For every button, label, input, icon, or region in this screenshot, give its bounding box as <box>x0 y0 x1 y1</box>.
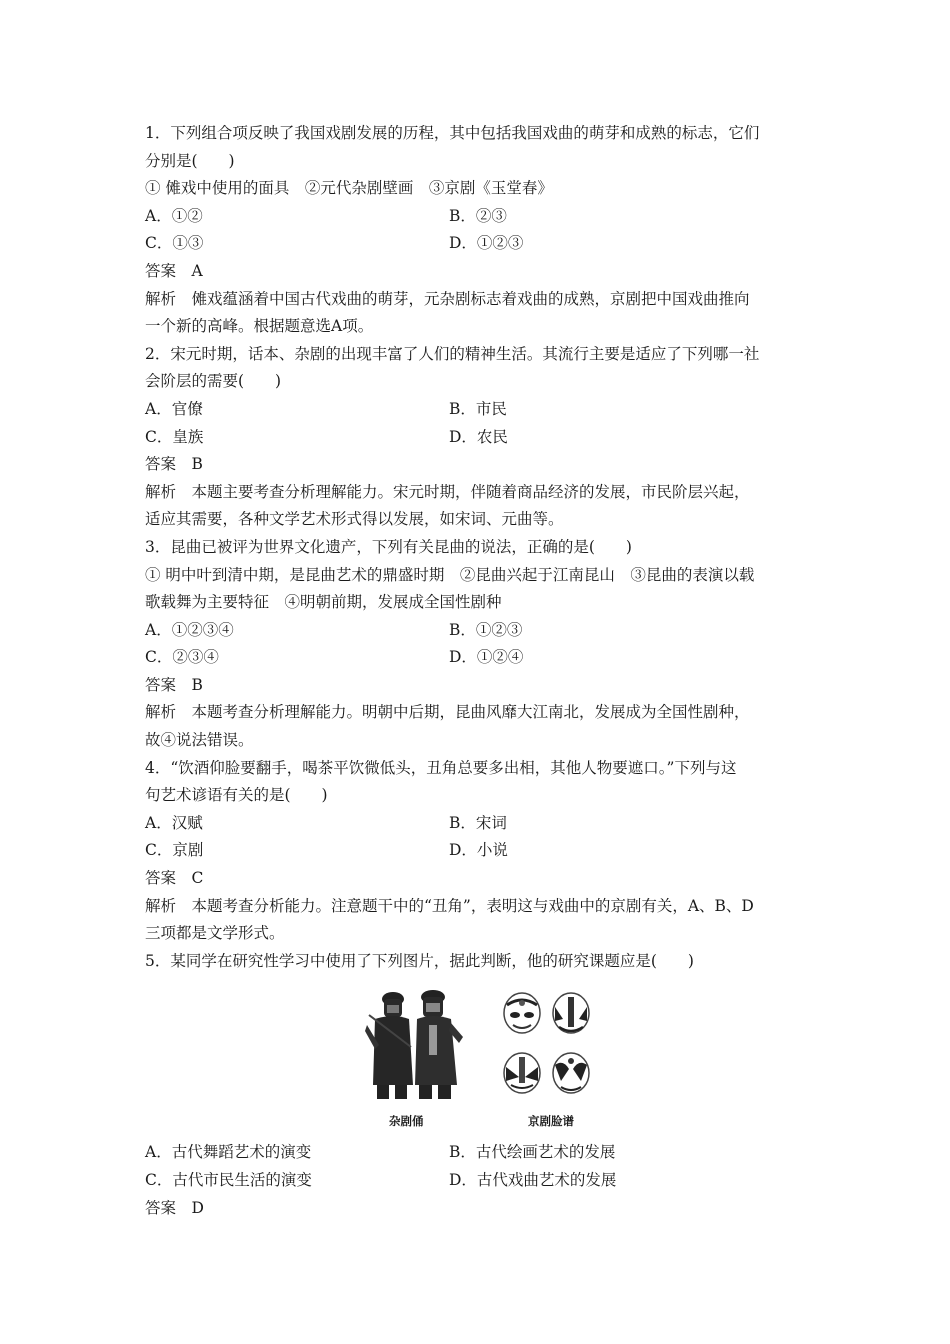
question-stem: 分别是( ) <box>145 151 235 170</box>
options-row <box>145 1167 810 1195</box>
answer-option: A．官僚 <box>145 399 203 418</box>
analysis-line: 三项都是文学形式。 <box>145 924 285 943</box>
analysis-line: 解析 傩戏蕴涵着中国古代戏曲的萌芽，元杂剧标志着戏曲的成熟，京剧把中国戏曲推向 <box>145 289 750 308</box>
question-stem: 4．“饮酒仰脸要翻手，喝茶平饮微低头，丑角总要多出相，其他人物要遮口。”下列与这 <box>145 758 737 777</box>
question-stem: 句艺术谚语有关的是( ) <box>145 786 328 805</box>
question-stem: 2．宋元时期，话本、杂剧的出现丰富了人们的精神生活。其流行主要是适应了下列哪一社 <box>145 344 760 363</box>
answer-option: B．古代绘画艺术的发展 <box>449 1143 616 1162</box>
analysis-line: 解析 本题考查分析能力。注意题干中的“丑角”，表明这与戏曲中的京剧有关，A、B、D <box>145 896 754 915</box>
answer-line: 答案 A <box>145 261 203 280</box>
answer-option: C．①③ <box>145 234 204 253</box>
options-row <box>145 203 810 231</box>
answer-line: 答案 C <box>145 869 204 888</box>
analysis-line: 一个新的高峰。根据题意选A项。 <box>145 317 374 336</box>
options-row <box>145 230 810 258</box>
options-row <box>145 1139 810 1167</box>
question-items: ① 明中叶到清中期，是昆曲艺术的鼎盛时期 ②昆曲兴起于江南昆山 ③昆曲的表演以载 <box>145 565 755 584</box>
answer-option: D．①②③ <box>449 234 524 253</box>
options-row <box>145 396 810 424</box>
question-figure <box>145 977 810 1137</box>
answer-option: A．①② <box>145 206 203 225</box>
analysis-line: 解析 本题考查分析理解能力。明朝中后期，昆曲风靡大江南北，发展成为全国性剧种， <box>145 703 750 722</box>
analysis-line: 适应其需要，各种文学艺术形式得以发展，如宋词、元曲等。 <box>145 510 564 529</box>
figure-caption-masks: 京剧脸谱 <box>528 1114 574 1129</box>
answer-option: D．①②④ <box>449 648 524 667</box>
question-stem: 3．昆曲已被评为世界文化遗产，下列有关昆曲的说法，正确的是( ) <box>145 537 632 556</box>
answer-option: D．农民 <box>449 427 508 446</box>
answer-option: B．②③ <box>449 206 507 225</box>
answer-option: B．宋词 <box>449 813 507 832</box>
answer-option: C．②③④ <box>145 648 219 667</box>
document-content <box>145 120 810 1222</box>
answer-option: C．古代市民生活的演变 <box>145 1171 312 1189</box>
answer-line: 答案 B <box>145 675 203 694</box>
question-stem: 1．下列组合项反映了我国戏剧发展的历程，其中包括我国戏曲的萌芽和成熟的标志，它们 <box>145 124 760 142</box>
question-stem: 会阶层的需要( ) <box>145 372 282 391</box>
analysis-line: 解析 本题主要考查分析理解能力。宋元时期，伴随着商品经济的发展，市民阶层兴起， <box>145 482 750 501</box>
answer-option: B．市民 <box>449 399 507 418</box>
question-items: 歌载舞为主要特征 ④明朝前期，发展成全国性剧种 <box>145 593 502 612</box>
options-row <box>145 837 810 865</box>
figure-caption-figurines: 杂剧俑 <box>389 1114 424 1129</box>
options-row <box>145 424 810 452</box>
answer-line: 答案 D <box>145 1198 204 1217</box>
answer-option: B．①②③ <box>449 620 523 639</box>
answer-option: D．古代戏曲艺术的发展 <box>449 1171 617 1189</box>
zaju-figurines-image <box>365 985 465 1105</box>
analysis-line: 故④说法错误。 <box>145 731 254 750</box>
answer-option: C．京剧 <box>145 841 204 860</box>
options-row <box>145 617 810 645</box>
answer-option: A．古代舞蹈艺术的演变 <box>145 1143 312 1162</box>
peking-opera-masks-image <box>497 985 597 1105</box>
options-row <box>145 810 810 838</box>
question-stem: 5．某同学在研究性学习中使用了下列图片，据此判断，他的研究课题应是( ) <box>145 951 694 970</box>
answer-option: A．①②③④ <box>145 620 234 639</box>
question-items: ① 傩戏中使用的面具 ②元代杂剧壁画 ③京剧《玉堂春》 <box>145 179 553 198</box>
answer-option: D．小说 <box>449 841 508 860</box>
answer-option: C．皇族 <box>145 427 204 446</box>
answer-line: 答案 B <box>145 455 203 474</box>
answer-option: A．汉赋 <box>145 813 203 832</box>
options-row <box>145 644 810 672</box>
